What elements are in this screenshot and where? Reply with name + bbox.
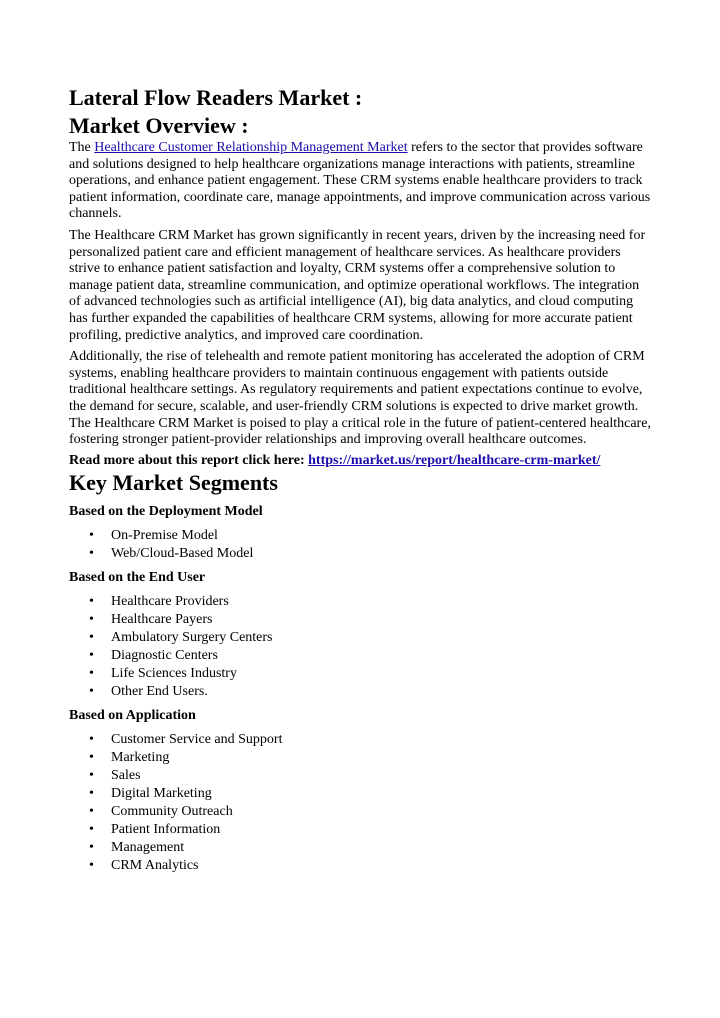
bullet-icon: • xyxy=(89,804,94,820)
list-item-text: Patient Information xyxy=(111,822,221,838)
segment-list xyxy=(69,593,652,701)
segment-group-deployment xyxy=(69,503,652,563)
report-url-link[interactable]: https://market.us/report/healthcare-crm-market/ xyxy=(308,452,601,468)
list-item xyxy=(89,785,652,803)
list-item-text: Ambulatory Surgery Centers xyxy=(111,630,273,646)
list-item xyxy=(89,527,652,545)
overview-paragraph-1 xyxy=(69,140,652,223)
segment-group-title: Based on the Deployment Model xyxy=(69,504,263,520)
bullet-icon: • xyxy=(89,648,94,664)
list-item xyxy=(89,803,652,821)
list-item-text: Sales xyxy=(111,768,141,784)
market-overview-heading: Market Overview : xyxy=(69,113,249,138)
bullet-icon: • xyxy=(89,768,94,784)
list-item xyxy=(89,647,652,665)
list-item-text: Web/Cloud-Based Model xyxy=(111,546,254,562)
bullet-icon: • xyxy=(89,546,94,562)
segment-group-title: Based on the End User xyxy=(69,570,206,586)
list-item xyxy=(89,611,652,629)
list-item xyxy=(89,545,652,563)
segment-list xyxy=(69,527,652,563)
segment-group-title: Based on Application xyxy=(69,708,196,724)
bullet-icon: • xyxy=(89,666,94,682)
list-item-text: Customer Service and Support xyxy=(111,732,283,748)
list-item xyxy=(89,593,652,611)
healthcare-crm-market-link[interactable]: Healthcare Customer Relationship Management Market xyxy=(94,140,408,155)
list-item-text: Community Outreach xyxy=(111,804,233,820)
overview-paragraph-2: The Healthcare CRM Market has grown significantly in recent years, driven by the increasing need for personalized patient care and efficient management of healthcare services. As healthcare providers strive to enhance patient satisfaction and loyalty, CRM systems offer a comprehensive solution to manage patient data, streamline communication, and optimize operational workflows. The integration of advanced technologies such as artificial intelligence (AI), big data analytics, and cloud computing has further expanded the capabilities of healthcare CRM systems, allowing for more accurate patient profiling, predictive analytics, and improved care coordination. xyxy=(69,227,646,343)
list-item xyxy=(89,767,652,785)
list-item-text: Healthcare Providers xyxy=(111,594,229,610)
overview-paragraph-3: Additionally, the rise of telehealth and remote patient monitoring has accelerated the adoption of CRM systems, enabling healthcare providers to maintain continuous engagement with patients outside traditional healthcare settings. As regulatory requirements and patient expectations continue to evolve, the demand for secure, scalable, and user-friendly CRM solutions is expected to drive market growth. The Healthcare CRM Market is poised to play a critical role in the future of patient-centered healthcare, fostering stronger patient-provider relationships and improving overall healthcare outcomes. xyxy=(69,349,651,448)
list-item xyxy=(89,629,652,647)
overview-para1-suffix: refers to the sector that provides software and solutions designed to help healthcare organizations manage interactions with patients, streamline operations, and enhance patient engagement. These CRM systems enable healthcare providers to track patient information, coordinate care, manage appointments, and improve communication across various channels. xyxy=(69,140,651,222)
overview-para1-prefix: The xyxy=(69,140,95,155)
list-item-text: Digital Marketing xyxy=(111,786,212,802)
list-item xyxy=(89,749,652,767)
list-item-text: Healthcare Payers xyxy=(111,612,213,628)
segment-list xyxy=(69,731,652,875)
list-item xyxy=(89,731,652,749)
bullet-icon: • xyxy=(89,822,94,838)
bullet-icon: • xyxy=(89,684,94,700)
list-item-text: On-Premise Model xyxy=(111,528,218,544)
list-item-text: Management xyxy=(111,840,185,856)
bullet-icon: • xyxy=(89,630,94,646)
list-item-text: Other End Users. xyxy=(111,684,208,700)
key-market-segments-heading: Key Market Segments xyxy=(69,470,278,496)
segment-group-application xyxy=(69,707,652,875)
bullet-icon: • xyxy=(89,840,94,856)
bullet-icon: • xyxy=(89,750,94,766)
list-item-text: Diagnostic Centers xyxy=(111,648,218,664)
list-item-text: Marketing xyxy=(111,750,170,766)
bullet-icon: • xyxy=(89,858,94,874)
list-item xyxy=(89,665,652,683)
read-more-line xyxy=(69,453,652,470)
bullet-icon: • xyxy=(89,612,94,628)
list-item xyxy=(89,839,652,857)
bullet-icon: • xyxy=(89,528,94,544)
bullet-icon: • xyxy=(89,786,94,802)
document-title: Lateral Flow Readers Market : xyxy=(69,85,363,110)
list-item xyxy=(89,857,652,875)
list-item-text: CRM Analytics xyxy=(111,858,199,874)
bullet-icon: • xyxy=(89,594,94,610)
list-item xyxy=(89,683,652,701)
list-item xyxy=(89,821,652,839)
list-item-text: Life Sciences Industry xyxy=(111,666,237,682)
bullet-icon: • xyxy=(89,732,94,748)
read-more-label: Read more about this report click here: xyxy=(69,452,309,468)
segment-group-end-user xyxy=(69,569,652,701)
